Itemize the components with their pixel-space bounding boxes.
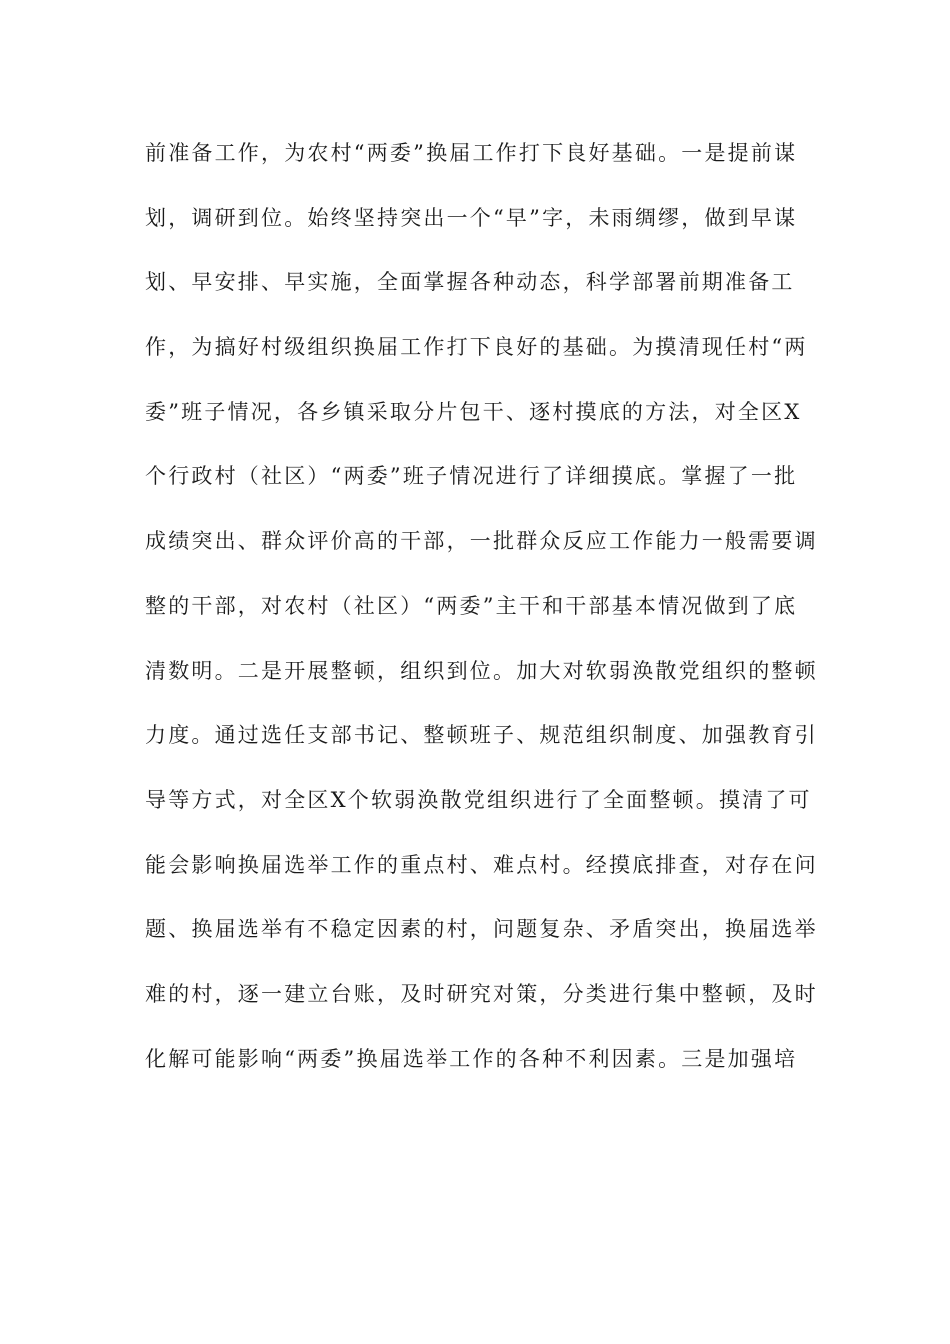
text-line: 题、换届选举有不稳定因素的村，问题复杂、矛盾突出，换届选举 [145, 917, 818, 942]
text-line: 成绩突出、群众评价高的干部，一批群众反应工作能力一般需要调 [145, 529, 818, 554]
text-line: 难的村，逐一建立台账，及时研究对策，分类进行集中整顿，及时 [145, 981, 818, 1006]
text-line: 导等方式，对全区X个软弱涣散党组织进行了全面整顿。摸清了可 [145, 787, 812, 812]
text-line: 委”班子情况，各乡镇采取分片包干、逐村摸底的方法，对全区X [145, 399, 802, 424]
text-line: 化解可能影响“两委”换届选举工作的各种不利因素。三是加强培 [145, 1046, 798, 1071]
text-line: 力度。通过选任支部书记、整顿班子、规范组织制度、加强教育引 [145, 723, 818, 748]
text-line: 个行政村（社区）“两委”班子情况进行了详细摸底。掌握了一批 [145, 464, 798, 489]
text-line: 清数明。二是开展整顿，组织到位。加大对软弱涣散党组织的整顿 [145, 658, 818, 683]
text-line: 前准备工作，为农村“两委”换届工作打下良好基础。一是提前谋 [145, 141, 798, 165]
text-line: 划、早安排、早实施，全面掌握各种动态，科学部署前期准备工 [145, 270, 795, 295]
text-line: 整的干部，对农村（社区）“两委”主干和干部基本情况做到了底 [145, 593, 798, 618]
text-line: 作，为搞好村级组织换届工作打下良好的基础。为摸清现任村“两 [145, 335, 808, 360]
body-paragraph [145, 127, 818, 1097]
text-line: 能会影响换届选举工作的重点村、难点村。经摸底排查，对存在问 [145, 852, 818, 877]
text-line: 划，调研到位。始终坚持突出一个“早”字，未雨绸缪，做到早谋 [145, 205, 798, 230]
